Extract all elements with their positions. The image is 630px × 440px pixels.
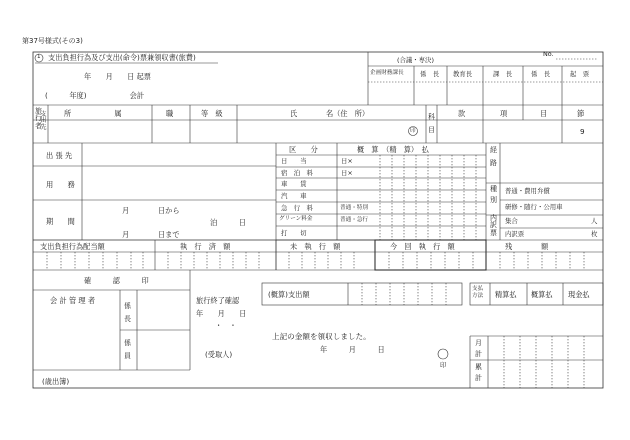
amount-mishikko: 未 執 行 額 <box>290 242 341 251</box>
keiro-label: 経 路 <box>490 146 497 168</box>
calc-row-note: 日× <box>341 157 353 165</box>
calc-row-label: 日 当 <box>281 157 307 165</box>
approval-kakaricho-1: 係 長 <box>420 70 440 78</box>
calc-kubun-header: 区 分 <box>289 145 318 154</box>
approval-kihyo: 起 票 <box>570 70 590 78</box>
date-line: 年 月 日 起票 <box>84 72 151 81</box>
ryoko-end-date: 年 月 日 <box>196 309 247 318</box>
calc-row-label: 急 行 料 <box>281 204 313 212</box>
seal-mark: 印 <box>410 128 416 134</box>
amount-haitou: 支出負担行為配当額 <box>40 242 105 251</box>
budget-setsu: 節 <box>577 109 585 118</box>
shubetsu-label: 種 別 <box>490 185 497 205</box>
cumulative-total-label: 累 計 <box>475 363 482 383</box>
period-nights: 泊 日 <box>210 218 246 227</box>
calc-row-label: グリーン料金 <box>279 216 313 222</box>
period-label: 期 間 <box>46 217 75 226</box>
form-title: 支出負担行為及び支出(命令)票兼領収書(旅費) <box>48 53 196 62</box>
route-person-unit: 人 <box>591 217 598 225</box>
agreement-label: (合議・専決) <box>397 56 434 64</box>
tokyu-label: 等 級 <box>201 109 223 118</box>
destination-label: 出 張 先 <box>46 151 73 160</box>
ryoko-end-dots: ・ ・ <box>215 321 237 330</box>
calc-row-label: 打 切 <box>281 229 307 237</box>
business-label: 用 務 <box>46 180 75 189</box>
payment-method-label: 支払 方法 <box>472 286 484 299</box>
route-kenshu: 研修・随行・公用車 <box>505 203 563 211</box>
budget-kou: 項 <box>500 109 508 118</box>
shoku-label: 職 <box>166 109 174 118</box>
method-genkin: 現金払 <box>568 290 590 299</box>
monthly-total-label: 月 計 <box>475 339 482 359</box>
calc-gaisan-header: 概 算 （精 算） 払 <box>357 145 429 154</box>
fiscal-year: ( 年度) 会計 <box>45 91 145 100</box>
route-sheet-unit: 枚 <box>591 230 598 238</box>
calc-row-label: 汽 車 <box>281 192 307 200</box>
ryoko-end-label: 旅行終了確認 <box>196 296 240 305</box>
receipt-stamp: 印 <box>440 361 447 369</box>
kakaricho-label: 係 長 <box>124 302 131 324</box>
receipt-statement: 上記の金額を領収しました。 <box>272 332 371 341</box>
route-naiyakuhyo: 内訳票 <box>505 230 525 238</box>
approval-kyoikucho: 教育長 <box>453 70 473 78</box>
amount-konkai: 今 回 執 行 額 <box>390 242 455 251</box>
period-to: 月 日まで <box>122 230 180 239</box>
payee-label: 支 出 先 <box>40 111 47 131</box>
approval-kikaku: 企画財務課長 <box>370 70 404 76</box>
budget-kan: 款 <box>458 109 466 118</box>
calc-row-note: 日× <box>341 169 353 177</box>
kakariin-label: 係 員 <box>124 339 131 361</box>
calc-row-note: 普通・特別 <box>340 205 368 211</box>
traveler-label: 旅 行 者 <box>35 107 42 130</box>
kaikei-label: 会 計 管 理 者 <box>50 296 96 305</box>
no-label: No. <box>543 50 554 58</box>
juryo-label: (受取人) <box>205 350 233 359</box>
circle-number: 1 <box>37 54 41 60</box>
method-seisan: 精算払 <box>495 290 517 299</box>
naiyaku-label: 内 訳 票 <box>490 214 497 237</box>
saishutsubo-label: (歳出簿) <box>42 377 70 386</box>
period-from: 月 日から <box>122 206 180 215</box>
method-gaisan: 概算払 <box>531 290 553 299</box>
route-futsu: 普通・費用弁償 <box>505 187 550 195</box>
shozoku-label: 所 属 <box>64 109 122 118</box>
budget-moku: 目 <box>540 109 548 118</box>
budget-setsu-value: 9 <box>580 127 585 136</box>
route-shugo: 集合 <box>505 217 518 225</box>
payment-amount-label: (概算)支出額 <box>268 290 310 299</box>
approval-kacho: 課 長 <box>493 70 513 78</box>
calc-row-label: 宿 泊 料 <box>281 169 313 177</box>
approval-kakaricho-2: 係 長 <box>531 70 551 78</box>
amount-zan: 残 額 <box>505 242 549 251</box>
kakunin-label: 確 認 印 <box>84 276 149 285</box>
calc-row-label: 車 賃 <box>281 180 307 188</box>
form-number: 第37号様式(その3) <box>22 37 83 45</box>
kamoku-label: 科 目 <box>428 113 435 135</box>
name-address-label: 氏 名（住 所） <box>290 109 370 118</box>
amount-shikkozumi: 執 行 済 額 <box>180 242 231 251</box>
receipt-date: 年 月 日 <box>320 345 385 354</box>
calc-row-note: 普通・急行 <box>340 217 368 223</box>
